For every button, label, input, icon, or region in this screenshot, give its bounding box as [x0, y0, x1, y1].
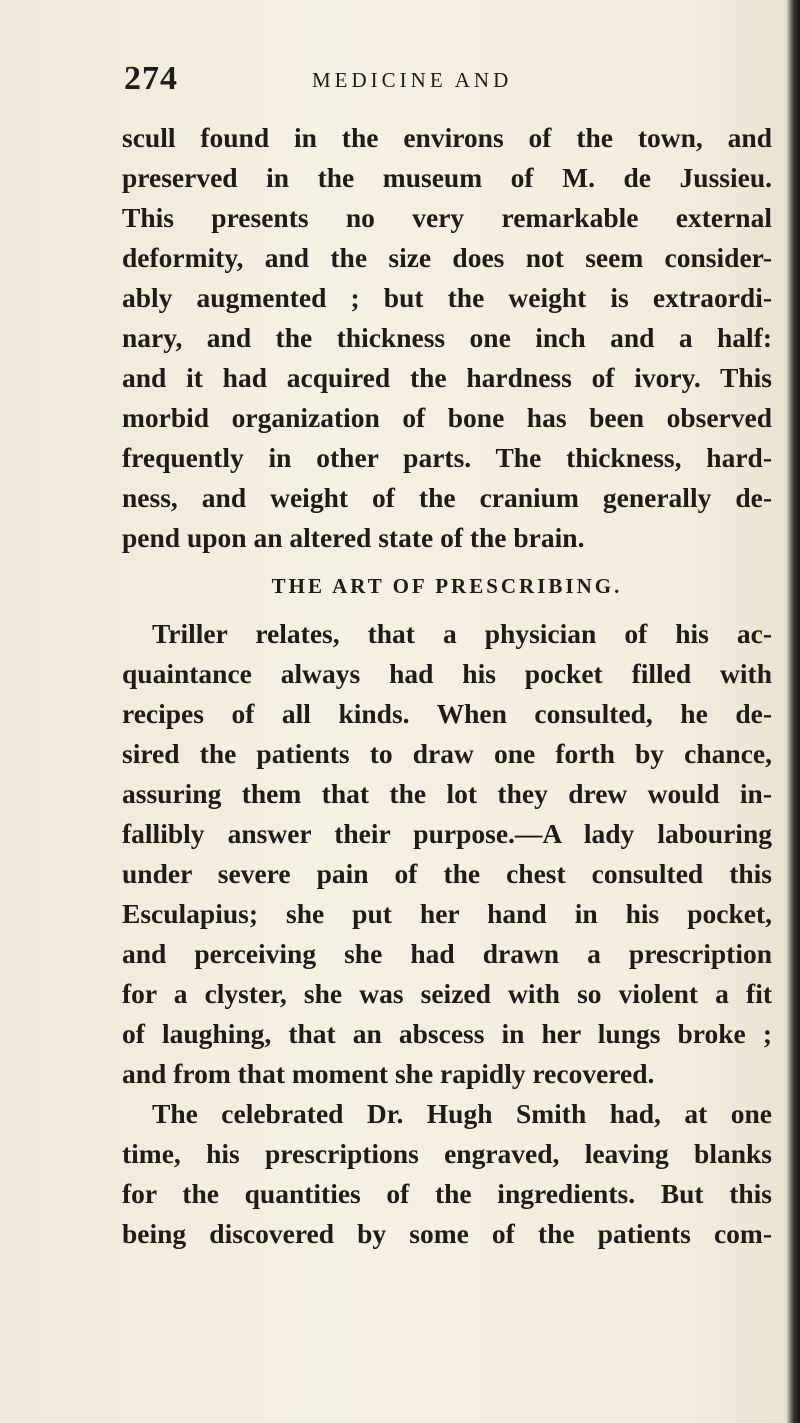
- paragraph-triller: [122, 614, 772, 1094]
- text-line: assuring them that the lot they drew would in-: [122, 778, 772, 809]
- text-line: sired the patients to draw one forth by chance,: [122, 738, 772, 769]
- body-text: [122, 118, 772, 1254]
- text-line: fallibly answer their purpose.—A lady labouring: [122, 818, 772, 849]
- text-line: and it had acquired the hardness of ivory. This: [122, 362, 772, 393]
- page-number: 274: [124, 60, 178, 97]
- paragraph-skull: [122, 118, 772, 558]
- text-line: being discovered by some of the patients com-: [122, 1218, 772, 1249]
- running-head: MEDICINE AND: [312, 68, 513, 92]
- text-line: quaintance always had his pocket filled with: [122, 658, 772, 689]
- paragraph-hugh-smith: [122, 1094, 772, 1254]
- text-line: morbid organization of bone has been observed: [122, 402, 772, 433]
- text-line: scull found in the environs of the town, and: [122, 122, 772, 153]
- text-line: and perceiving she had drawn a prescription: [122, 938, 772, 969]
- text-line: ness, and weight of the cranium generally de-: [122, 482, 772, 513]
- text-line: under severe pain of the chest consulted this: [122, 858, 772, 889]
- text-line: and from that moment she rapidly recovered.: [122, 1058, 655, 1089]
- text-line: recipes of all kinds. When consulted, he de-: [122, 698, 772, 729]
- text-line: This presents no very remarkable external: [122, 202, 772, 233]
- page-edge-shadow: [786, 0, 800, 1423]
- text-line: for a clyster, she was seized with so violent a fit: [122, 978, 772, 1009]
- text-line: of laughing, that an abscess in her lungs broke ;: [122, 1018, 772, 1049]
- text-line: nary, and the thickness one inch and a half:: [122, 322, 772, 353]
- text-line: pend upon an altered state of the brain.: [122, 522, 585, 553]
- text-line: deformity, and the size does not seem consider-: [122, 242, 772, 273]
- text-line: Esculapius; she put her hand in his pocket,: [122, 898, 772, 929]
- text-line: ably augmented ; but the weight is extraordi-: [122, 282, 772, 313]
- text-line: for the quantities of the ingredients. But this: [122, 1178, 772, 1209]
- text-line: time, his prescriptions engraved, leaving blanks: [122, 1138, 772, 1169]
- section-heading: THE ART OF PRESCRIBING.: [271, 574, 623, 598]
- text-line: The celebrated Dr. Hugh Smith had, at one: [152, 1098, 772, 1129]
- text-line: Triller relates, that a physician of his ac-: [152, 618, 772, 649]
- text-line: preserved in the museum of M. de Jussieu.: [122, 162, 772, 193]
- text-line: frequently in other parts. The thickness, hard-: [122, 442, 772, 473]
